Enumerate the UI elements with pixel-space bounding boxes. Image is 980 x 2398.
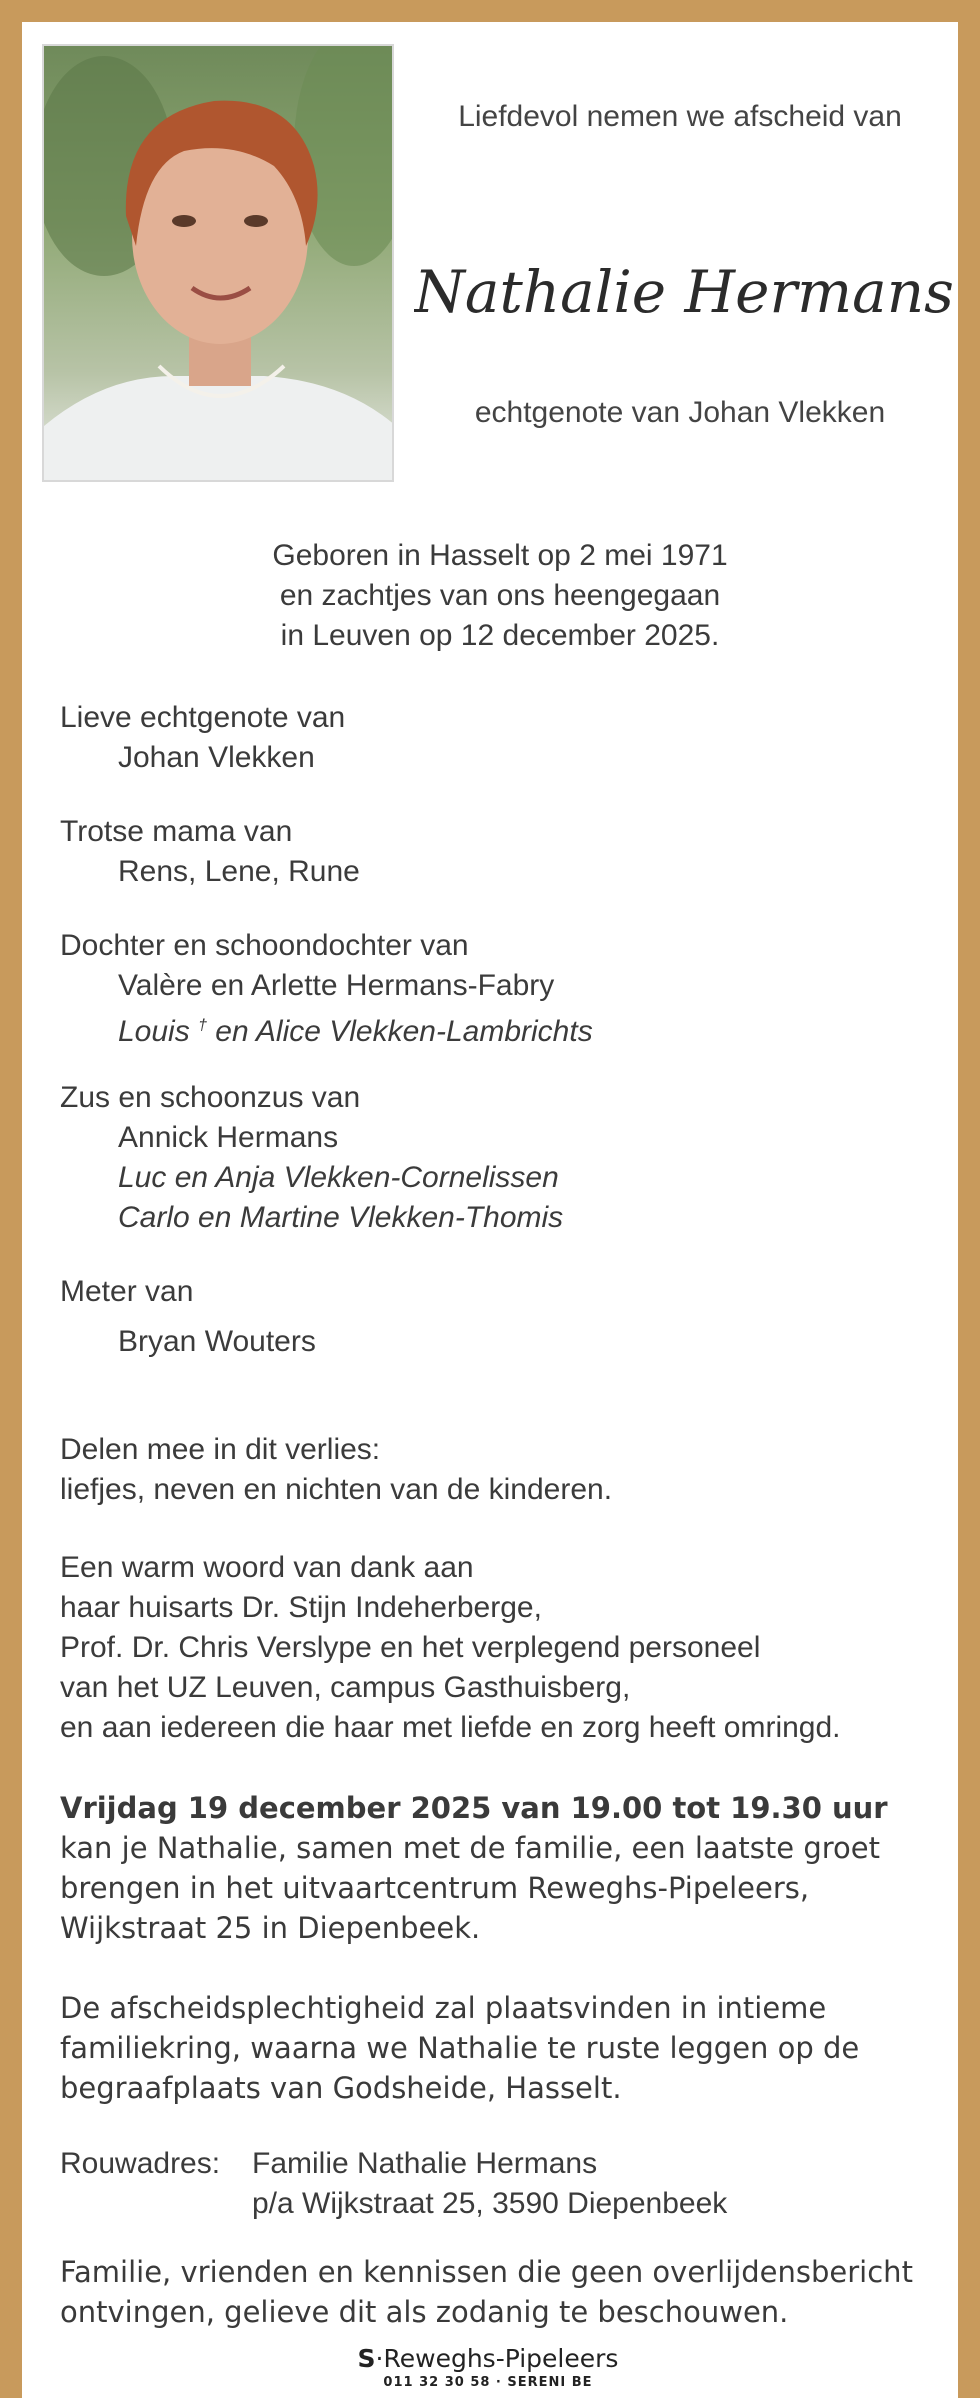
birth-line: en zachtjes van ons heengegaan <box>279 579 721 612</box>
thanks-line: Een warm woord van dank aan <box>60 1551 474 1584</box>
funeral-home-contact: 011 32 30 58 · SERENI BE <box>383 2375 593 2390</box>
ceremony-line: begraafplaats van Godsheide, Hasselt. <box>60 2071 622 2105</box>
closing-note <box>60 2252 940 2332</box>
visitation-line: Wijkstraat 25 in Diepenbeek. <box>60 1911 481 1945</box>
cross-icon: † <box>198 1017 207 1034</box>
sibling-name: Carlo en Martine Vlekken-Thomis <box>118 1201 564 1234</box>
visitation-section <box>60 1788 940 1948</box>
visitation-date: Vrijdag 19 december 2025 van 19.00 tot 19.30 uur <box>60 1791 888 1825</box>
thanks-line: van het UZ Leuven, campus Gasthuisberg, <box>60 1671 631 1704</box>
closing-line: ontvingen, gelieve dit als zodanig te beschouwen. <box>60 2295 789 2329</box>
children-names: Rens, Lene, Rune <box>118 855 360 888</box>
intro-text: Liefdevol nemen we afscheid van <box>458 100 902 133</box>
spouse-section <box>60 698 940 778</box>
children-heading: Trotse mama van <box>60 815 293 848</box>
funeral-home-footer <box>338 2338 638 2398</box>
address-line: p/a Wijkstraat 25, 3590 Diepenbeek <box>252 2187 728 2220</box>
thanks-line: haar huisarts Dr. Stijn Indeherberge, <box>60 1591 542 1624</box>
godmother-section <box>60 1272 940 1362</box>
handwritten-name: Nathalie Hermans <box>414 258 954 326</box>
thanks-line: en aan iedereen die haar met liefde en zorg heeft omringd. <box>60 1711 841 1744</box>
signature-name <box>414 232 954 352</box>
shared-loss-line: liefjes, neven en nichten van de kinderen. <box>60 1473 613 1506</box>
visitation-line: brengen in het uitvaartcentrum Reweghs-Pipeleers, <box>60 1871 810 1905</box>
visitation-line: kan je Nathalie, samen met de familie, een laatste groet <box>60 1831 880 1865</box>
parents-in-law-first: Louis <box>118 1015 190 1048</box>
siblings-heading: Zus en schoonzus van <box>60 1081 361 1114</box>
spouse-heading: Lieve echtgenote van <box>60 701 346 734</box>
closing-line: Familie, vrienden en kennissen die geen overlijdensbericht <box>60 2255 913 2289</box>
address-label: Rouwadres: <box>60 2147 221 2180</box>
funeral-home-logo-icon: S <box>357 2344 376 2373</box>
parents-heading: Dochter en schoondochter van <box>60 929 469 962</box>
address-line: Familie Nathalie Hermans <box>252 2147 598 2180</box>
ceremony-section <box>60 1988 940 2108</box>
shared-loss <box>60 1430 940 1510</box>
funeral-home-brand <box>338 2344 638 2373</box>
sibling-name: Luc en Anja Vlekken-Cornelissen <box>118 1161 559 1194</box>
ceremony-line: familiekring, waarna we Nathalie te ruste leggen op de <box>60 2031 860 2065</box>
children-section <box>60 812 940 892</box>
ceremony-line: De afscheidsplechtigheid zal plaatsvinden in intieme <box>60 1991 827 2025</box>
shared-loss-line: Delen mee in dit verlies: <box>60 1433 381 1466</box>
portrait-illustration <box>44 46 394 482</box>
siblings-section <box>60 1078 940 1238</box>
thanks-section <box>60 1548 940 1748</box>
thanks-line: Prof. Dr. Chris Verslype en het verplegend personeel <box>60 1631 761 1664</box>
parents-in-law <box>60 1006 940 1052</box>
godchild-name: Bryan Wouters <box>118 1325 316 1358</box>
funeral-home-name: ·Reweghs-Pipeleers <box>375 2344 619 2373</box>
godmother-heading: Meter van <box>60 1275 194 1308</box>
birth-line: Geboren in Hasselt op 2 mei 1971 <box>272 539 728 572</box>
parents-name: Valère en Arlette Hermans-Fabry <box>118 969 555 1002</box>
obituary-card <box>22 22 958 2398</box>
spouse-name: Johan Vlekken <box>118 741 315 774</box>
sibling-name: Annick Hermans <box>118 1121 339 1154</box>
address-section <box>60 2144 940 2224</box>
spouse-line: echtgenote van Johan Vlekken <box>474 396 886 429</box>
parents-in-law-rest: en Alice Vlekken-Lambrichts <box>206 1015 593 1048</box>
parents-section <box>60 926 940 1052</box>
portrait-photo <box>42 44 394 482</box>
birth-details <box>60 536 940 656</box>
birth-line: in Leuven op 12 december 2025. <box>280 619 720 652</box>
